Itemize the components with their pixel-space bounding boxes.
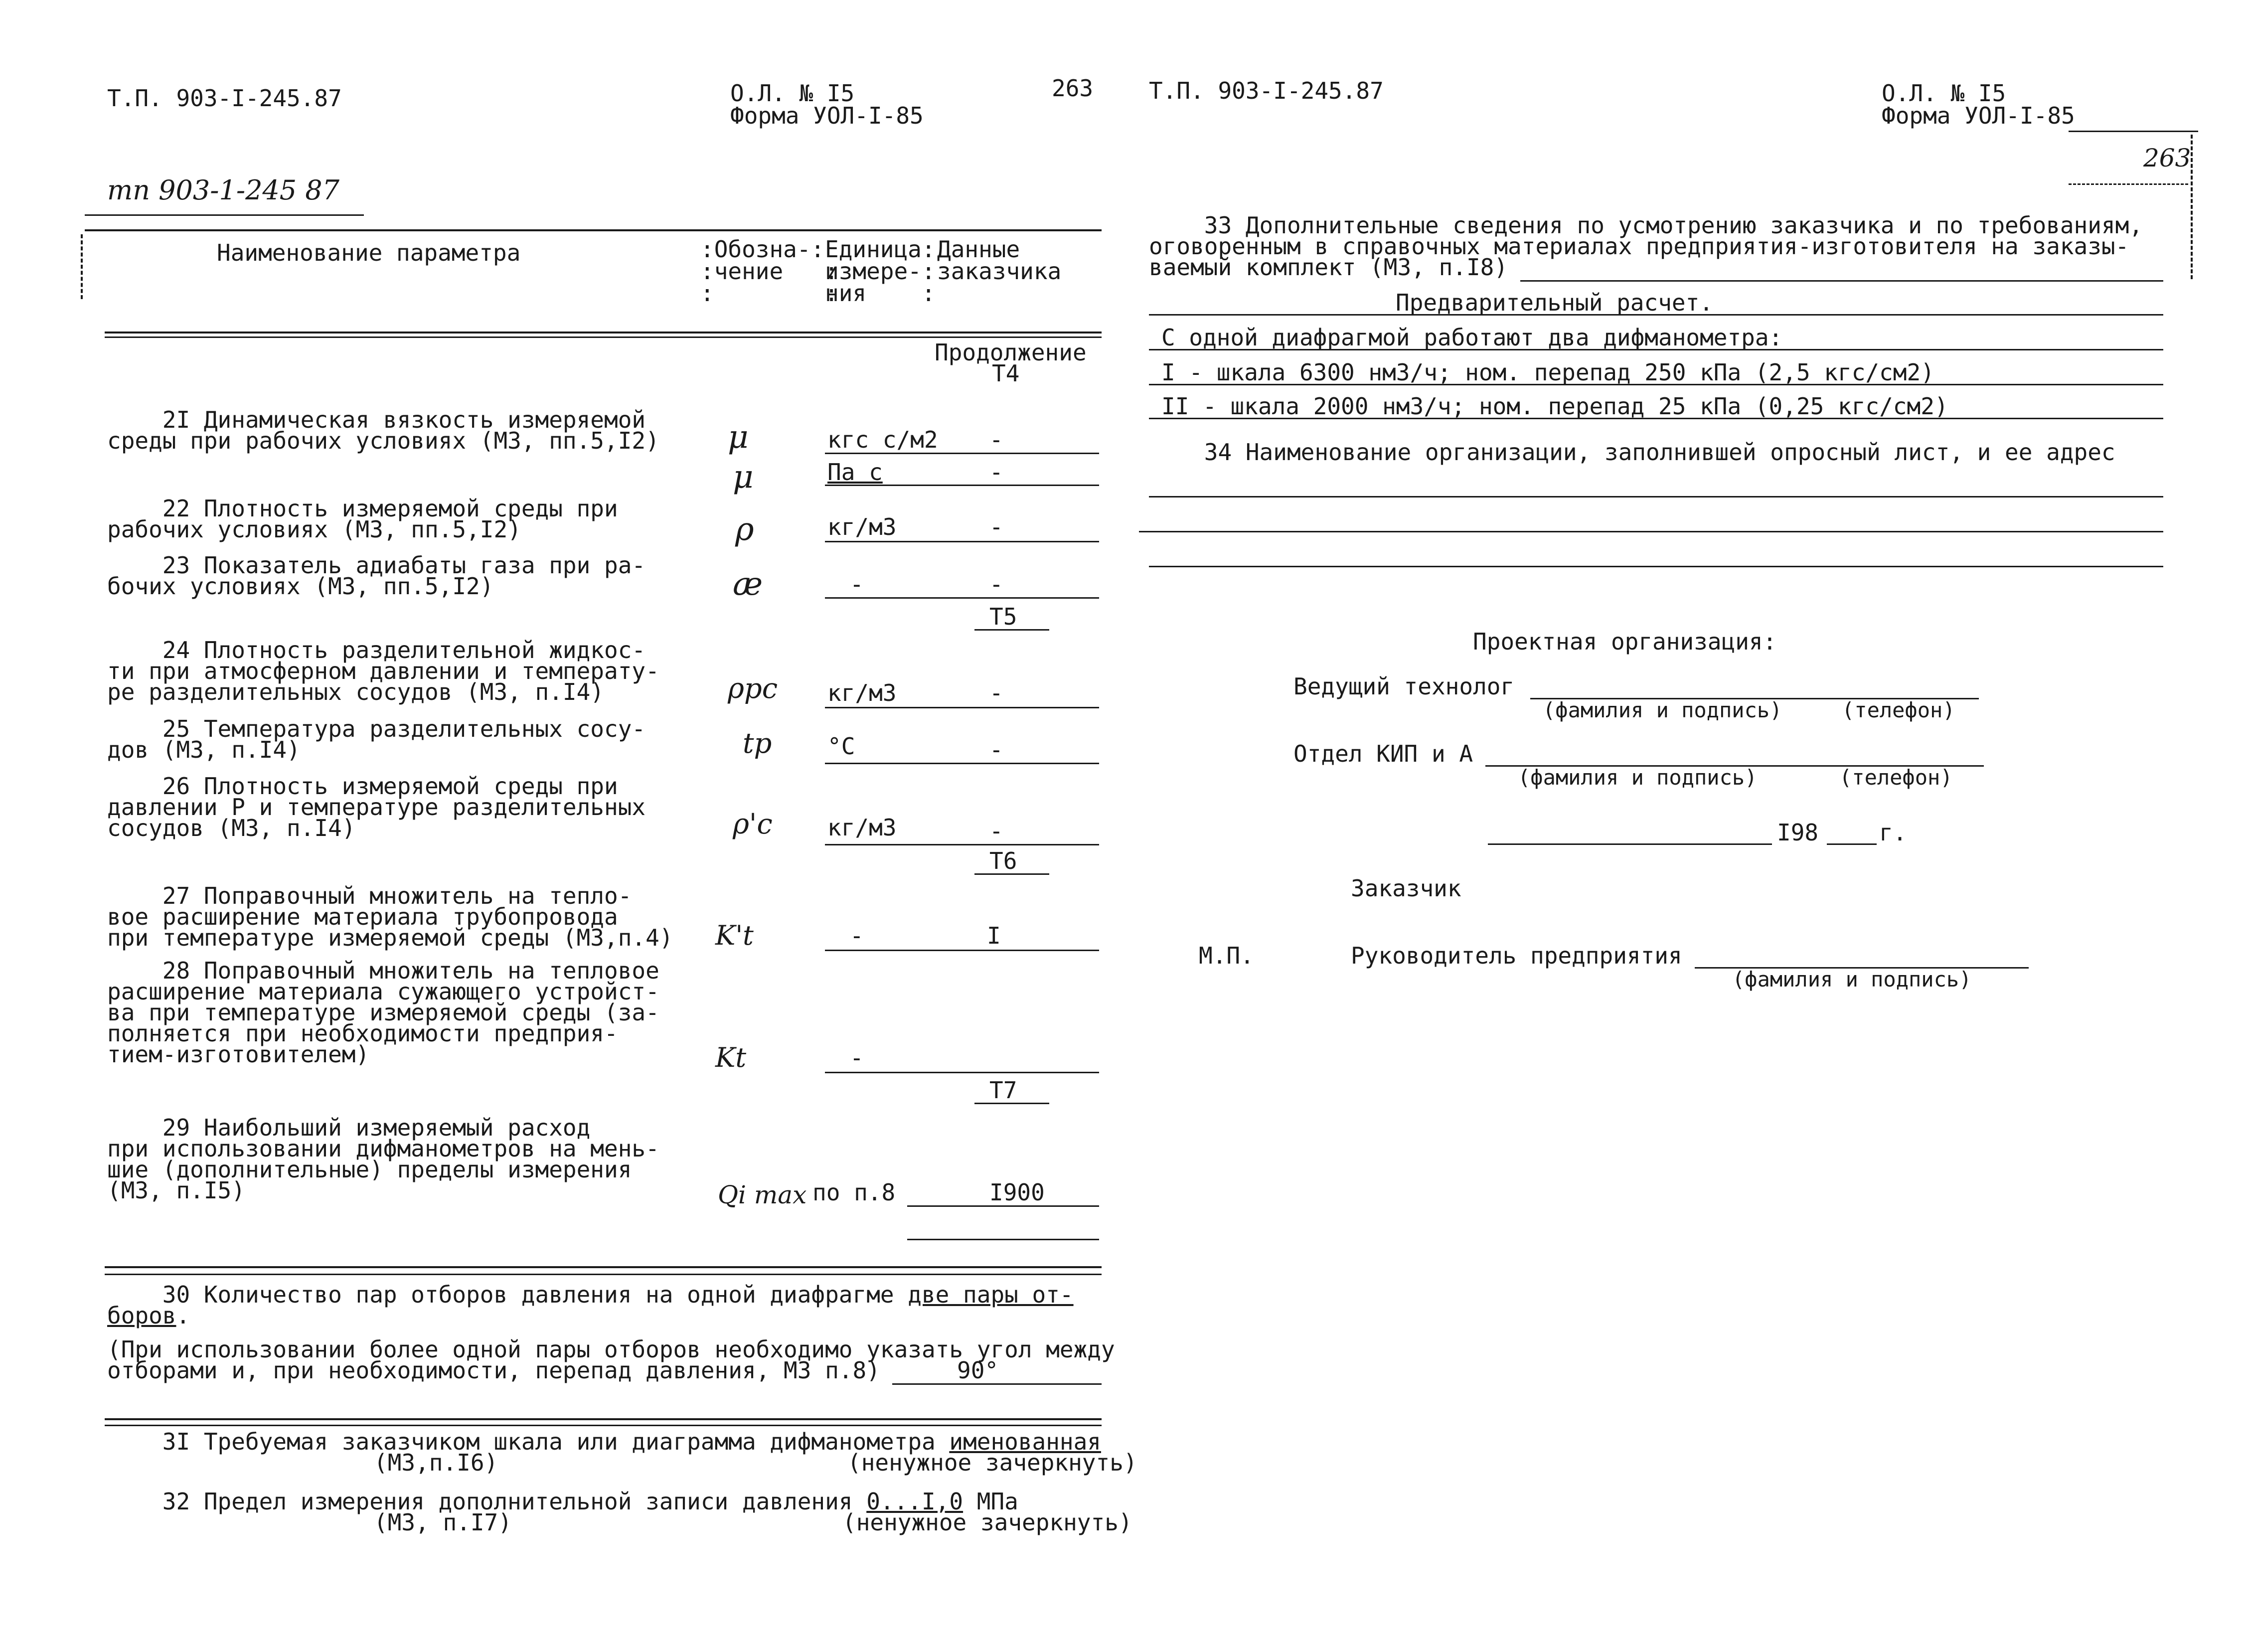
section-rule-31-b bbox=[105, 1425, 1102, 1426]
row-28-symbol: Kt bbox=[715, 1042, 747, 1073]
row-26-line-3: сосудов (МЗ, п.I4) bbox=[107, 815, 356, 841]
col-header-data-l1: Данные bbox=[937, 236, 1020, 263]
row-25-unit: °С bbox=[827, 733, 855, 760]
handwritten-underline bbox=[85, 214, 364, 216]
row-27-line-1: 27 Поправочный множитель на тепло- bbox=[107, 882, 632, 909]
row-21-unit: кгс с/м2 bbox=[827, 426, 938, 453]
row-28-line-2: расширение материала сужающего устройст- bbox=[107, 978, 659, 1005]
row-23-line-2: бочих условиях (МЗ, пп.5,I2) bbox=[107, 573, 494, 600]
row-25-symbol: tр bbox=[743, 727, 772, 760]
table-header-rule-2 bbox=[105, 336, 1102, 338]
seal-label: М.П. bbox=[1199, 942, 1254, 969]
prelim-line-3-rule bbox=[1149, 418, 2163, 419]
left-margin-dash bbox=[81, 234, 83, 299]
kip-dept-label: Отдел КИП и А bbox=[1293, 740, 1473, 767]
table-t6-label: Т6 bbox=[989, 847, 1017, 874]
prelim-title: Предварительный расчет. bbox=[1396, 289, 1713, 316]
row-21b-value: - bbox=[989, 459, 1003, 486]
row-25-value: - bbox=[989, 736, 1003, 763]
row-26-unit: кг/м3 bbox=[827, 814, 897, 841]
table-t7-label: Т7 bbox=[989, 1077, 1017, 1104]
row-28-line-5: тием-изготовителем) bbox=[107, 1041, 370, 1068]
item-33-line-2: оговоренным в справочных материалах предприятия-изготовителя на заказы- bbox=[1149, 233, 2129, 260]
col-header-unit-l3: ния : bbox=[825, 280, 936, 307]
lead-tech-label: Ведущий технолог bbox=[1293, 673, 1515, 700]
row-21b-unit: Па с bbox=[827, 459, 883, 486]
item-32-ref: (МЗ, п.I7) bbox=[374, 1509, 512, 1536]
lead-tech-sign-hint: (фамилия и подпись) bbox=[1543, 698, 1782, 722]
item-30-angle: 90° bbox=[957, 1357, 999, 1384]
col-header-symbol-l2: :чение : bbox=[700, 258, 838, 285]
item-30-line-4: отборами и, при необходимости, перепад давления, МЗ п.8) bbox=[107, 1357, 880, 1384]
project-org-label: Проектная организация: bbox=[1473, 628, 1777, 655]
kip-dept-phone-hint: (телефон) bbox=[1839, 765, 1953, 790]
section-rule-30-a bbox=[105, 1266, 1102, 1268]
item-34-rule-3 bbox=[1149, 566, 2163, 567]
item-33-line-1: 33 Дополнительные сведения по усмотрению заказчика и по требованиям, bbox=[1149, 212, 2143, 239]
col-header-unit-l1: Единица: bbox=[825, 236, 936, 263]
row-21-line-1: 2I Динамическая вязкость измеряемой bbox=[107, 406, 646, 433]
row-28-rule bbox=[825, 1072, 1099, 1073]
row-28-line-1: 28 Поправочный множитель на тепловое bbox=[107, 957, 659, 984]
item-33-line-3: ваемый комплект (МЗ, п.I8) bbox=[1149, 254, 1508, 281]
table-t5-label: Т5 bbox=[989, 603, 1017, 630]
row-23-symbol: æ bbox=[733, 566, 763, 603]
item-30-angle-rule bbox=[892, 1383, 1102, 1385]
item-34-rule-2 bbox=[1139, 531, 2163, 532]
row-22-line-2: рабочих условиях (МЗ, пп.5,I2) bbox=[107, 516, 521, 543]
prelim-line-1: С одной диафрагмой работают два дифманометра: bbox=[1161, 324, 1783, 351]
table-t7-rule bbox=[974, 1103, 1049, 1104]
row-23-line-1: 23 Показатель адиабаты газа при ра- bbox=[107, 552, 646, 579]
row-26-line-2: давлении Р и температуре разделительных bbox=[107, 794, 646, 821]
col-header-name: Наименование параметра bbox=[217, 239, 521, 266]
prelim-line-3: II - шкала 2000 нм3/ч; ном. перепад 25 кПа (0,25 кгс/см2) bbox=[1161, 393, 1948, 420]
row-24-rule bbox=[825, 707, 1099, 708]
table-header-rule-1 bbox=[105, 331, 1102, 333]
row-29-value: I900 bbox=[989, 1179, 1045, 1206]
row-24-line-2: ти при атмосферном давлении и температу- bbox=[107, 658, 659, 684]
item-30-line-2: боров. bbox=[107, 1302, 190, 1329]
prelim-line-1-rule bbox=[1149, 349, 2163, 350]
row-21-line-2: среды при рабочих условиях (МЗ, пп.5,I2) bbox=[107, 427, 659, 454]
row-24-symbol: ρрс bbox=[728, 672, 778, 705]
year-rule bbox=[1827, 843, 1877, 845]
item-32-note: (ненужное зачеркнуть) bbox=[842, 1509, 1132, 1536]
row-22-symbol: ρ bbox=[735, 511, 754, 548]
row-29-line-2: при использовании дифманометров на мень- bbox=[107, 1135, 659, 1162]
row-24-line-3: ре разделительных сосудов (МЗ, п.I4) bbox=[107, 678, 604, 705]
row-29-unit: по п.8 bbox=[812, 1179, 896, 1206]
director-sign-hint: (фамилия и подпись) bbox=[1732, 967, 1972, 991]
table-top-rule bbox=[85, 229, 1102, 231]
kip-dept-sign-hint: (фамилия и подпись) bbox=[1518, 765, 1758, 790]
row-21-rule bbox=[825, 453, 1099, 454]
row-29-rule-2 bbox=[907, 1239, 1099, 1240]
row-22-value: - bbox=[989, 513, 1003, 540]
prelim-line-2: I - шкала 6300 нм3/ч; ном. перепад 250 кПа (2,5 кгс/см2) bbox=[1161, 359, 1934, 386]
row-24-value: - bbox=[989, 679, 1003, 706]
item-31-line-1: 3I Требуемая заказчиком шкала или диаграмма дифманометра именованная bbox=[107, 1428, 1101, 1455]
table-t5-rule bbox=[974, 629, 1049, 631]
row-24-line-1: 24 Плотность разделительной жидкос- bbox=[107, 637, 646, 663]
row-26-symbol: ρ'с bbox=[733, 808, 773, 840]
item-31-note: (ненужное зачеркнуть) bbox=[847, 1449, 1137, 1476]
item-33-rule bbox=[1520, 280, 2163, 282]
row-29-line-3: шие (дополнительные) пределы измерения bbox=[107, 1156, 632, 1183]
row-27-symbol: K't bbox=[715, 920, 754, 951]
row-25-line-1: 25 Температура разделительных сосу- bbox=[107, 715, 646, 742]
col-header-symbol-l3: : : bbox=[700, 280, 838, 307]
row-24-unit: кг/м3 bbox=[827, 679, 897, 706]
row-26-value: - bbox=[989, 818, 1003, 844]
handwritten-code: тп 903-1-245 87 bbox=[107, 174, 340, 206]
continuation-label: Продолжение bbox=[935, 339, 1087, 366]
year-suffix: г. bbox=[1879, 819, 1907, 846]
row-21b-symbol: μ bbox=[733, 459, 754, 496]
row-27-value: I bbox=[987, 922, 1001, 949]
right-doc-code: Т.П. 903-I-245.87 bbox=[1149, 77, 1384, 104]
row-23-rule bbox=[825, 597, 1099, 599]
customer-label: Заказчик bbox=[1351, 875, 1461, 902]
row-21-value: - bbox=[989, 426, 1003, 453]
row-21-symbol: μ bbox=[728, 419, 749, 456]
row-26-line-1: 26 Плотность измеряемой среды при bbox=[107, 773, 618, 800]
row-21b-rule bbox=[825, 485, 1099, 486]
right-form-rule bbox=[2069, 131, 2198, 132]
left-ol-number: О.Л. № I5 bbox=[730, 80, 855, 107]
prelim-title-rule bbox=[1149, 314, 2163, 316]
row-28-line-4: полняется при необходимости предприя- bbox=[107, 1020, 618, 1047]
prelim-line-2-rule bbox=[1149, 384, 2163, 385]
row-22-line-1: 22 Плотность измеряемой среды при bbox=[107, 495, 618, 522]
row-29-line-1: 29 Наибольший измеряемый расход bbox=[107, 1114, 591, 1141]
row-25-rule bbox=[825, 763, 1099, 764]
row-29-line-4: (МЗ, п.I5) bbox=[107, 1177, 245, 1204]
item-34-rule-1 bbox=[1149, 496, 2163, 497]
date-rule bbox=[1488, 843, 1772, 845]
row-28-unit: - bbox=[850, 1044, 864, 1071]
row-26-rule bbox=[825, 844, 1099, 845]
row-22-rule bbox=[825, 541, 1099, 542]
left-doc-code: Т.П. 903-I-245.87 bbox=[107, 85, 342, 112]
year-label: I98 bbox=[1777, 819, 1819, 846]
row-28-line-3: ва при температуре измеряемой среды (за- bbox=[107, 999, 659, 1026]
lead-tech-phone-hint: (телефон) bbox=[1842, 698, 1955, 722]
right-corner-dash bbox=[2069, 183, 2188, 185]
row-27-line-3: при температуре измеряемой среды (МЗ,п.4) bbox=[107, 924, 673, 951]
left-page-number: 263 bbox=[1052, 75, 1094, 102]
item-30-line-1: 30 Количество пар отборов давления на одной диафрагме две пары от- bbox=[107, 1281, 1074, 1308]
row-23-value: - bbox=[989, 571, 1003, 598]
row-23-unit: - bbox=[850, 571, 864, 598]
row-29-symbol: Qi max bbox=[718, 1180, 807, 1209]
right-ol-number: О.Л. № I5 bbox=[1882, 80, 2006, 107]
item-34-text: 34 Наименование организации, заполнившей опросный лист, и ее адрес bbox=[1149, 439, 2115, 466]
row-27-line-2: вое расширение материала трубопровода bbox=[107, 903, 618, 930]
col-header-unit-l2: измере-: bbox=[825, 258, 936, 285]
section-rule-30-b bbox=[105, 1274, 1102, 1275]
continuation-table: Т4 bbox=[992, 360, 1020, 387]
director-label: Руководитель предприятия bbox=[1351, 942, 1682, 969]
col-header-symbol-l1: :Обозна-: bbox=[700, 236, 825, 263]
left-form-label: Форма УОЛ-I-85 bbox=[730, 102, 924, 129]
row-22-unit: кг/м3 bbox=[827, 513, 897, 540]
col-header-data-l2: заказчика bbox=[937, 258, 1062, 285]
row-25-line-2: дов (МЗ, п.I4) bbox=[107, 736, 301, 763]
section-rule-31-a bbox=[105, 1418, 1102, 1420]
right-margin-dash bbox=[2191, 135, 2193, 279]
table-t6-rule bbox=[974, 873, 1049, 875]
row-29-rule bbox=[907, 1205, 1099, 1207]
right-page-number: 263 bbox=[2143, 144, 2191, 172]
row-27-unit: - bbox=[850, 922, 864, 949]
item-32-line-1: 32 Предел измерения дополнительной записи давления 0...I,0 МПа bbox=[107, 1488, 1018, 1515]
right-form-label: Форма УОЛ-I-85 bbox=[1882, 102, 2075, 129]
row-27-rule bbox=[825, 950, 1099, 951]
item-31-ref: (МЗ,п.I6) bbox=[374, 1449, 498, 1476]
item-30-line-3: (При использовании более одной пары отборов необходимо указать угол между bbox=[107, 1336, 1115, 1363]
